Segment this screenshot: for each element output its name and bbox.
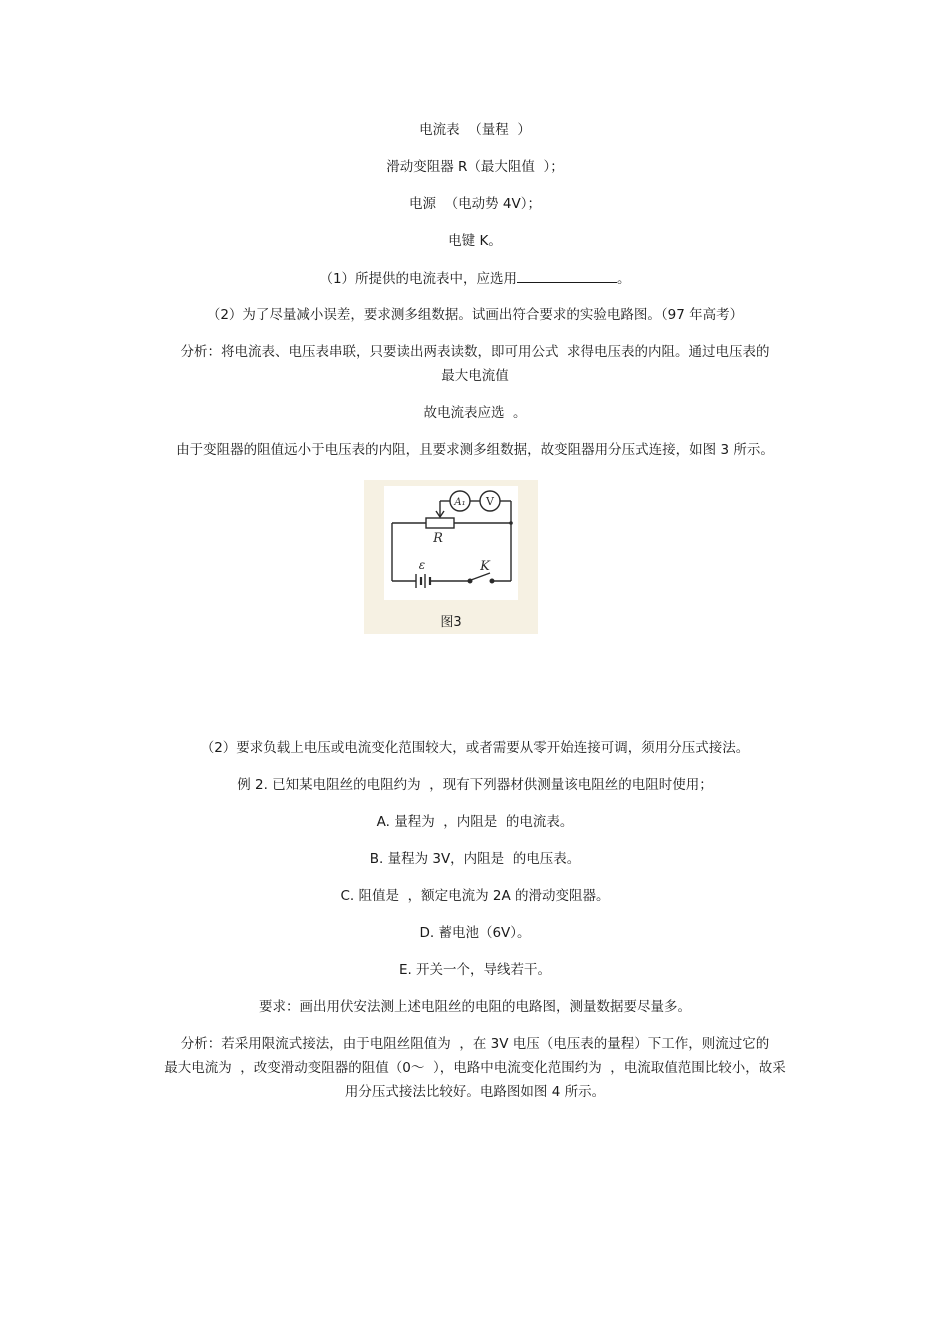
ammeter-label: A₁ [454, 497, 466, 508]
question-1-text: （1）所提供的电流表中，应选用 [319, 271, 518, 287]
option-a: A. 量程为 ，内阻是 的电流表。 [376, 814, 574, 830]
analysis-divider-explanation: 由于变阻器的阻值远小于电压表的内阻，且要求测多组数据，故变阻器用分压式连接，如图 3 所示。 [176, 442, 774, 458]
equipment-ammeter: 电流表 （量程 ） [419, 122, 531, 138]
option-c: C. 阻值是 ，额定电流为 2A 的滑动变阻器。 [340, 888, 610, 904]
option-b: B. 量程为 3V，内阻是 的电压表。 [369, 851, 581, 867]
example-2-statement: 例 2. 已知某电阻丝的电阻约为 ，现有下列器材供测量该电阻丝的电阻时使用； [237, 777, 713, 793]
voltmeter-label: V [486, 495, 494, 508]
analysis-paragraph-1-line-2: 最大电流值 [441, 368, 509, 384]
analysis-ammeter-choice: 故电流表应选 。 [423, 405, 527, 421]
rheostat-label: R [433, 531, 443, 546]
analysis-paragraph-1-line-1: 分析：将电流表、电压表串联，只要读出两表读数，即可用公式 求得电压表的内阻。通过电压表的 [180, 344, 770, 360]
question-2: （2）为了尽量减小误差，要求测多组数据。试画出符合要求的实验电路图。（97 年高考） [206, 307, 744, 323]
requirement-text: 要求：画出用伏安法测上述电阻丝的电阻的电路图，测量数据要尽量多。 [259, 999, 691, 1015]
analysis-paragraph-2-line-1: 分析：若采用限流式接法，由于电阻丝阻值为 ，在 3V 电压（电压表的量程）下工作，则流过它的 [180, 1036, 770, 1052]
question-1-end: 。 [617, 271, 631, 287]
circuit-diagram [364, 480, 538, 614]
equipment-power-source: 电源 （电动势 4V）； [409, 196, 541, 212]
option-d: D. 蓄电池（6V）。 [419, 925, 531, 941]
emf-label: ε [418, 558, 426, 572]
equipment-rheostat: 滑动变阻器 R（最大阻值 ）； [386, 159, 564, 175]
answer-blank [517, 268, 617, 283]
question-1 [0, 268, 950, 289]
equipment-key: 电键 K。 [448, 233, 502, 249]
circuit-figure-3 [364, 480, 538, 634]
analysis-paragraph-2-line-2: 最大电流为 ，改变滑动变阻器的阻值（0～ ），电路中电流变化范围约为 ，电流取值范围比较小，故采 [164, 1060, 786, 1076]
switch-label: K [480, 559, 490, 574]
point-2-divider-condition: （2）要求负载上电压或电流变化范围较大，或者需要从零开始连接可调，须用分压式接法。 [200, 740, 750, 756]
option-e: E. 开关一个，导线若干。 [398, 962, 552, 978]
analysis-paragraph-2-line-3: 用分压式接法比较好。电路图如图 4 所示。 [344, 1084, 606, 1100]
figure-caption: 图3 [440, 615, 462, 630]
